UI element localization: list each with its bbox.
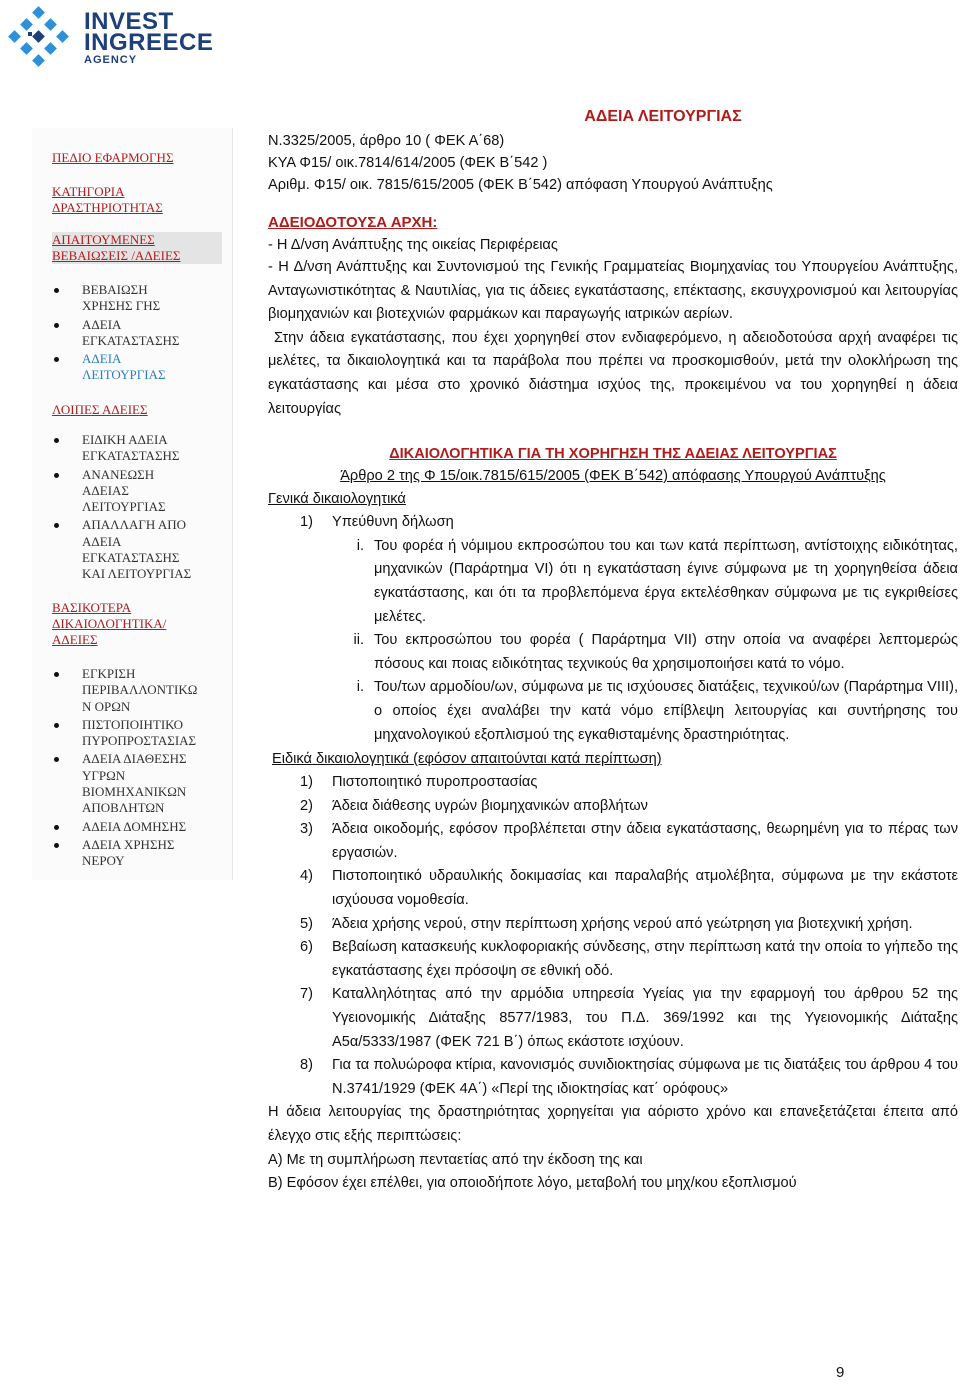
item-line: ΑΠΑΛΛΑΓΗ ΑΠΟ <box>82 517 187 533</box>
page-number: 9 <box>836 1364 845 1381</box>
sidebar-list-other <box>52 432 232 585</box>
intro-paragraph: Στην άδεια εγκατάστασης, που έχει χορηγηθεί στον ενδιαφερόμενο, η αδειοδοτούσα αρχή αναφέρει τις μελέτες, τα δικαιολογητικά και τα παράβολα που πρέπει να προσκομισθούν, μετά την ολοκλήρωση της εγκατάστασης και μέσα στο χρονικό διάστημα ισχύος της, προκειμένου να του χορηγηθεί η άδεια λειτουργίας <box>268 329 958 417</box>
item-line: ΑΔΕΙΑ ΔΟΜΗΣΗΣ <box>82 818 187 834</box>
item-line: ΑΔΕΙΑΣ <box>82 482 129 498</box>
item-line: ΑΔΕΙΑ <box>82 351 122 367</box>
sidebar-item-special-installation[interactable] <box>52 432 232 465</box>
item-number: 6) <box>300 939 313 956</box>
logo-wordmark <box>84 8 214 67</box>
item-line: ΒΕΒΑΙΩΣΗ <box>82 282 148 297</box>
special-doc-item <box>300 818 958 865</box>
authority-central: - Η Δ/νση Ανάπτυξης και Συντονισμού της Γενικής Γραμματείας Βιομηχανίας του Υπουργείου Ανάπτυξης, Ανταγωνιστικότητας & Ναυτιλίας, για τις άδειες εγκατάστασης, επέκτασης, εκσυγχρονισμού και λειτουργίας βιομηχανιών και βιοτεχνιών φαρμάκων και παραγωγής ιατρικών αερίων. <box>268 259 958 323</box>
item-text: Υπεύθυνη δήλωση <box>332 514 454 531</box>
item-line: ΠΙΣΤΟΠΟΙΗΤΙΚΟ <box>82 716 184 732</box>
special-doc-item <box>300 913 958 937</box>
item-line: ΛΕΙΤΟΥΡΓΙΑΣ <box>82 499 166 515</box>
sidebar-link-scope[interactable]: ΠΕΔΙΟ ΕΦΑΡΜΟΓΗΣ <box>52 150 174 165</box>
item-line: ΚΑΙ ΛΕΙΤΟΥΡΓΙΑΣ <box>82 566 192 582</box>
item-line: ΥΓΡΩΝ <box>82 767 126 783</box>
sidebar-item-environmental-terms[interactable] <box>52 666 232 715</box>
item-number: 4) <box>300 868 313 885</box>
sidebar-link-key-documents-line: ΒΑΣΙΚΟΤΕΡΑ <box>52 600 132 615</box>
special-docs-heading: Ειδικά δικαιολογητικά (εφόσον απαιτούνται κατά περίπτωση) <box>272 751 662 768</box>
item-text: Του εκπροσώπου του φορέα ( Παράρτημα VII) στην οποία να αναφέρει λεπτομερώς πόσους και ποιας ειδικότητας τεχνικούς θα χρησιμοποιήσει κατά το νόμο. <box>374 632 958 672</box>
item-text: Του φορέα ή νόμιμου εκπροσώπου του και των κατά περίπτωση, αντίστοιχης ειδικότητας, μηχανικών (Παράρτημα VI) ότι η εγκατάσταση έγινε σύμφωνα με τη χορηγηθείσα άδεια εγκατάστασης, και ότι τα προβλεπόμενα έργα εκτελέσθηκαν σύμφωνα με τις εγκριθείσες μελέτες. <box>374 537 958 625</box>
item-line: ΕΓΚΑΤΑΣΤΑΣΗΣ <box>82 448 180 464</box>
logo-line-2: INGREECE <box>84 29 214 56</box>
item-number: 1) <box>300 514 313 531</box>
closing-paragraph: Η άδεια λειτουργίας της δραστηριότητας χορηγείται για αόριστο χρόνο και επανεξετάζεται έπειτα από έλεγχο στις εξής περιπτώσεις: <box>268 1104 958 1144</box>
declaration-item <box>268 676 958 747</box>
sidebar-item-installation-permit[interactable] <box>52 317 232 350</box>
item-line: ΒΙΟΜΗΧΑΝΙΚΩΝ <box>82 784 187 800</box>
logo-line-3: AGENCY <box>84 54 138 66</box>
sidebar-item-land-use[interactable] <box>52 282 232 315</box>
sidebar-item-operation-permit[interactable] <box>52 351 232 384</box>
sidebar-item-exemption[interactable] <box>52 517 232 582</box>
item-line: ΧΡΗΣΗΣ ΓΗΣ <box>82 298 161 314</box>
sidebar-link-category-line: ΔΡΑΣΤΗΡΙΟΤΗΤΑΣ <box>52 200 163 215</box>
item-line: ΕΙΔΙΚΗ ΑΔΕΙΑ <box>82 432 168 447</box>
sidebar-link-key-documents[interactable] <box>52 600 166 648</box>
item-line: ΑΔΕΙΑ ΧΡΗΣΗΣ <box>82 836 175 852</box>
item-line: ΑΔΕΙΑ <box>82 316 122 332</box>
sidebar-item-fire-certificate[interactable] <box>52 717 232 750</box>
item-line: ΠΕΡΙΒΑΛΛΟΝΤΙΚΩ <box>82 682 198 698</box>
agency-logo <box>8 6 214 68</box>
item-number: 3) <box>300 821 313 838</box>
item-text: Βεβαίωση κατασκευής κυκλοφοριακής σύνδεσης, στην περίπτωση κατά την οποία το γήπεδο της εγκατάστασης έχει πρόσοψη σε εθνική οδό. <box>332 939 958 979</box>
special-doc-item <box>300 1054 958 1101</box>
sidebar-link-other-permits[interactable]: ΛΟΙΠΕΣ ΑΔΕΙΕΣ <box>52 402 148 417</box>
documents-heading: ΔΙΚΑΙΟΛΟΓΗΤΙΚΑ ΓΙΑ ΤΗ ΧΟΡΗΓΗΣΗ ΤΗΣ ΑΔΕΙΑΣ ΛΕΙΤΟΥΡΓΙΑΣ <box>389 446 837 463</box>
authority-heading: ΑΔΕΙΟΔΟΤΟΥΣΑ ΑΡΧΗ: <box>268 214 438 231</box>
item-line: ΕΓΚΑΤΑΣΤΑΣΗΣ <box>82 550 180 566</box>
sidebar-link-key-documents-line: ΔΙΚΑΙΟΛΟΓΗΤΙΚΑ/ <box>52 616 167 631</box>
logo-line-1: INVEST <box>84 8 174 35</box>
item-text: Του/των αρμοδίου/ων, σύμφωνα με τις ισχύουσες διατάξεις, τεχνικού/ων (Παράρτημα VIII), ο οποίος έχει αναλάβει την κατά νόμο επίβλεψη λειτουργίας και συντήρησης του μηχανολογικού εξοπλισμού της εγκαθισταμένης δραστηριότητας. <box>374 679 958 743</box>
sidebar-item-building-permit[interactable] <box>52 819 232 835</box>
item-line: Ν ΟΡΩΝ <box>82 698 131 714</box>
special-doc-item <box>300 865 958 912</box>
item-number: i. <box>356 537 364 554</box>
sidebar-link-required-permits-line: ΑΠΑΙΤΟΥΜΕΝΕΣ <box>52 232 155 247</box>
item-number: 5) <box>300 915 313 932</box>
sidebar-item-waste-disposal[interactable] <box>52 751 232 816</box>
special-doc-item <box>300 795 958 819</box>
authority-regional: - Η Δ/νση Ανάπτυξης της οικείας Περιφέρειας <box>268 237 558 253</box>
item-line: ΑΠΟΒΛΗΤΩΝ <box>82 800 165 816</box>
sidebar-link-category[interactable] <box>52 184 163 216</box>
sidebar-item-water-use[interactable] <box>52 837 232 870</box>
general-docs-heading: Γενικά δικαιολογητικά <box>268 491 406 508</box>
general-doc-item <box>268 511 958 535</box>
item-line: ΑΔΕΙΑ <box>82 533 122 549</box>
special-doc-item <box>300 983 958 1054</box>
item-number: 8) <box>300 1057 313 1074</box>
item-line: ΑΔΕΙΑ ΔΙΑΘΕΣΗΣ <box>82 751 187 767</box>
law-line: ΚΥΑ Φ15/ οικ.7814/614/2005 (ΦΕΚ Β΄542 ) <box>268 155 548 171</box>
sidebar-link-required-permits[interactable] <box>52 232 222 264</box>
item-text: Καταλληλότητας από την αρμόδια υπηρεσία Υγείας για την εφαρμογή του άρθρου 52 της Υγειονομικής Διάταξης 8577/1983, του Π.Δ. 369/1992 και της Υγειονομικής Διάταξης Α5α/5333/1987 (ΦΕΚ 721 Β΄) όπως εκάστοτε ισχύουν. <box>332 986 958 1050</box>
doc-title: ΑΔΕΙΑ ΛΕΙΤΟΥΡΓΙΑΣ <box>584 108 742 125</box>
item-line: ΕΓΚΡΙΣΗ <box>82 666 136 681</box>
declaration-item <box>268 629 958 676</box>
item-text: Άδεια χρήσης νερού, στην περίπτωση χρήσης νερού από γεώτρηση για βιοτεχνική χρήση. <box>332 915 913 932</box>
item-text: Άδεια οικοδομής, εφόσον προβλέπεται στην άδεια εγκατάστασης, θεωρημένη για το πέρας των εργασιών. <box>332 821 958 861</box>
law-line: Αριθμ. Φ15/ οικ. 7815/615/2005 (ΦΕΚ Β΄542) απόφαση Υπουργού Ανάπτυξης <box>268 177 773 193</box>
item-line: ΑΝΑΝΕΩΣΗ <box>82 466 155 482</box>
sidebar-link-key-documents-line: ΑΔΕΙΕΣ <box>52 632 98 647</box>
item-text: Άδεια διάθεσης υγρών βιομηχανικών αποβλήτων <box>332 797 648 814</box>
item-text: Πιστοποιητικό υδραυλικής δοκιμασίας και παραλαβής ατμολέβητα, σύμφωνα με την εκάστοτε ισχύουσα νομοθεσία. <box>332 868 958 909</box>
special-docs-list <box>268 771 958 1101</box>
item-number: i. <box>356 679 364 696</box>
item-number: 1) <box>300 774 313 791</box>
special-doc-item <box>300 936 958 983</box>
item-number: 7) <box>300 986 313 1003</box>
item-number: ii. <box>353 632 364 649</box>
sidebar-item-renewal[interactable] <box>52 467 232 516</box>
item-line: ΛΕΙΤΟΥΡΓΙΑΣ <box>82 367 166 383</box>
special-doc-item <box>300 771 958 795</box>
sidebar-link-category-line: ΚΑΤΗΓΟΡΙΑ <box>52 184 125 199</box>
sidebar-link-required-permits-line: ΒΕΒΑΙΩΣΕΙΣ /ΑΔΕΙΕΣ <box>52 248 181 263</box>
sidebar-list-key <box>52 666 232 872</box>
item-text: Για τα πολυώροφα κτίρια, κανονισμός συνιδιοκτησίας σύμφωνα με τις διατάξεις του άρθρου 4 του Ν.3741/1929 (ΦΕΚ 4Α΄) «Περί της ιδιοκτησίας κατ΄ ορόφους» <box>332 1057 958 1097</box>
sidebar-list-required <box>52 282 232 386</box>
item-number: 2) <box>300 797 313 814</box>
article-reference: Άρθρο 2 της Φ 15/οικ.7815/615/2005 (ΦΕΚ Β΄542) απόφασης Υπουργού Ανάπτυξης <box>340 468 886 485</box>
item-line: ΝΕΡΟΥ <box>82 853 125 869</box>
review-case-b: Β) Εφόσον έχει επέλθει, για οποιοδήποτε λόγο, μεταβολή του μηχ/κου εξοπλισμού <box>268 1175 797 1192</box>
item-line: ΕΓΚΑΤΑΣΤΑΣΗΣ <box>82 332 180 348</box>
declaration-item <box>268 535 958 629</box>
review-case-a: Α) Με τη συμπλήρωση πενταετίας από την έκδοση της και <box>268 1151 643 1168</box>
sidebar <box>32 128 233 880</box>
item-text: Πιστοποιητικό πυροπροστασίας <box>332 774 538 791</box>
item-line: ΠΥΡΟΠΡΟΣΤΑΣΙΑΣ <box>82 733 197 749</box>
document-body <box>268 104 958 1196</box>
logo-dots-icon <box>8 6 70 68</box>
law-line: Ν.3325/2005, άρθρο 10 ( ΦΕΚ Α΄68) <box>268 133 505 149</box>
